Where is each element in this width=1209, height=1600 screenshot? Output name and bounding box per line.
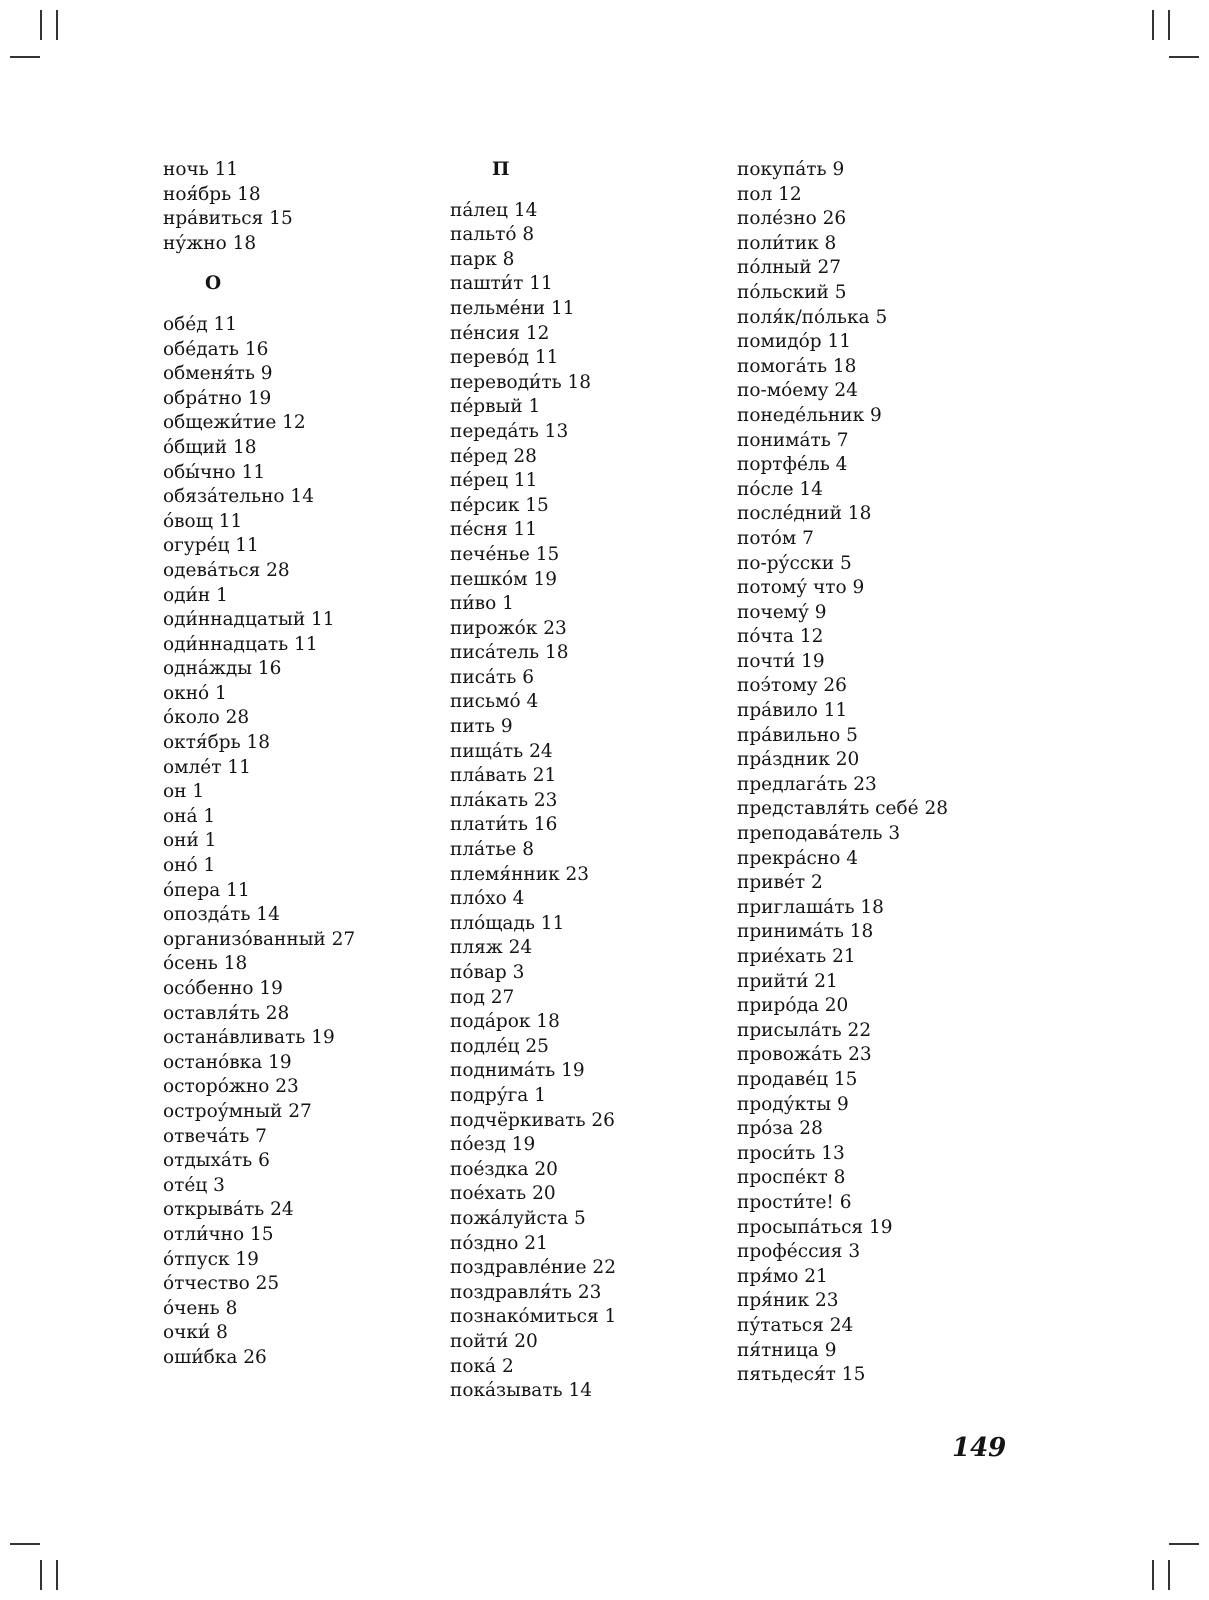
- index-entry: подчёркивать 26: [450, 1109, 615, 1131]
- index-entry: па́лец 14: [450, 199, 538, 221]
- index-entry: поздравле́ние 22: [450, 1257, 616, 1279]
- index-entry: пешко́м 19: [450, 568, 557, 590]
- index-entry: окно́ 1: [163, 682, 227, 704]
- index-entry: оставля́ть 28: [163, 1002, 290, 1024]
- index-entry: профе́ссия 3: [737, 1241, 861, 1263]
- index-entry: огуре́ц 11: [163, 535, 259, 557]
- index-entry: по́чта 12: [737, 626, 824, 648]
- index-entry: пое́здка 20: [450, 1158, 558, 1180]
- index-entry: приро́да 20: [737, 995, 849, 1017]
- index-entry: по-ру́сски 5: [737, 552, 852, 574]
- index-entry: пока́зывать 14: [450, 1380, 593, 1402]
- index-entry: представля́ть себе́ 28: [737, 798, 948, 820]
- index-entry: пальто́ 8: [450, 224, 535, 246]
- index-entry: пое́хать 20: [450, 1183, 556, 1205]
- index-entry: проду́кты 9: [737, 1093, 849, 1115]
- index-entry: почему́ 9: [737, 601, 827, 623]
- index-entry: понеде́льник 9: [737, 404, 882, 426]
- index-entry: подле́ц 25: [450, 1035, 549, 1057]
- index-entry: пе́рец 11: [450, 470, 538, 492]
- index-entry: по́сле 14: [737, 478, 823, 500]
- index-entry: ноя́брь 18: [163, 183, 261, 205]
- index-entry: отдыха́ть 6: [163, 1150, 270, 1172]
- crop-mark-tr-v1: [1152, 10, 1154, 40]
- index-entry: портфе́ль 4: [737, 454, 848, 476]
- index-entry: отли́чно 15: [163, 1223, 274, 1245]
- index-entry: проси́ть 13: [737, 1142, 845, 1164]
- index-entry: переда́ть 13: [450, 420, 569, 442]
- index-entry: они́ 1: [163, 830, 217, 852]
- index-entry: о́сень 18: [163, 953, 248, 975]
- index-entry: прекра́сно 4: [737, 847, 859, 869]
- index-entry: о́тчество 25: [163, 1273, 280, 1295]
- index-entry: по́льский 5: [737, 281, 847, 303]
- index-entry: организо́ванный 27: [163, 928, 356, 950]
- index-entry: понима́ть 7: [737, 429, 849, 451]
- index-entry: пря́ник 23: [737, 1290, 839, 1312]
- index-entry: по́езд 19: [450, 1134, 536, 1156]
- index-entry: поднима́ть 19: [450, 1060, 585, 1082]
- crop-mark-tr-v2: [1168, 10, 1170, 40]
- index-entry: почти́ 19: [737, 650, 825, 672]
- index-entry: после́дний 18: [737, 503, 872, 525]
- index-entry: перево́д 11: [450, 347, 559, 369]
- index-entry: приглаша́ть 18: [737, 896, 884, 918]
- index-entry: остано́вка 19: [163, 1051, 292, 1073]
- index-entry: осо́бенно 19: [163, 978, 283, 999]
- index-entry: пить 9: [450, 716, 513, 738]
- index-entry: по́вар 3: [450, 962, 525, 983]
- index-entry: обменя́ть 9: [163, 363, 273, 385]
- index-entry: продаве́ц 15: [737, 1068, 858, 1090]
- index-entry: пища́ть 24: [450, 740, 553, 762]
- index-entry: принима́ть 18: [737, 921, 874, 943]
- index-column-2: [450, 158, 616, 1404]
- index-entry: он 1: [163, 781, 205, 803]
- index-entry: очки́ 8: [163, 1322, 228, 1344]
- index-entry: плати́ть 16: [450, 814, 558, 836]
- index-entry: пла́кать 23: [450, 789, 558, 811]
- index-entry: преподава́тель 3: [737, 823, 901, 845]
- index-entry: опозда́ть 14: [163, 904, 280, 926]
- index-entry: пятьдеся́т 15: [737, 1364, 866, 1386]
- index-entry: о́тпуск 19: [163, 1248, 259, 1270]
- index-entry: пла́вать 21: [450, 765, 557, 787]
- index-entry: обы́чно 11: [163, 461, 266, 483]
- index-entry: оди́ннадцатый 11: [163, 609, 335, 631]
- index-entry: о́чень 8: [163, 1297, 238, 1319]
- index-entry: пло́хо 4: [450, 888, 525, 910]
- index-entry: о́коло 28: [163, 707, 250, 729]
- index-entry: пляж 24: [450, 937, 533, 959]
- index-entry: переводи́ть 18: [450, 371, 592, 393]
- index-entry: оши́бка 26: [163, 1346, 267, 1368]
- index-entry: пото́м 7: [737, 527, 814, 549]
- index-entry: про́за 28: [737, 1118, 823, 1140]
- index-entry: обе́д 11: [163, 313, 238, 335]
- index-entry: пя́тница 9: [737, 1339, 837, 1361]
- index-entry: по-мо́ему 24: [737, 380, 858, 402]
- index-entry: поэ́тому 26: [737, 675, 847, 697]
- crop-mark-bl-h: [10, 1543, 40, 1545]
- index-entry: парк 8: [450, 248, 515, 270]
- index-entry: потому́ что 9: [737, 577, 865, 599]
- index-entry: пече́нье 15: [450, 543, 560, 565]
- index-entry: пра́вило 11: [737, 700, 848, 722]
- index-entry: омле́т 11: [163, 756, 251, 778]
- index-entry: пе́сня 11: [450, 519, 538, 541]
- index-entry: пашти́т 11: [450, 273, 553, 295]
- index-entry: пе́ред 28: [450, 445, 537, 467]
- index-entry: писа́ть 6: [450, 666, 535, 688]
- index-entry: поля́к/по́лька 5: [737, 306, 888, 328]
- index-entry: пу́таться 24: [737, 1314, 854, 1336]
- section-letter: О: [205, 273, 222, 295]
- crop-mark-br-v1: [1152, 1560, 1154, 1590]
- index-entry: пря́мо 21: [737, 1265, 828, 1287]
- index-entry: пирожо́к 23: [450, 617, 567, 639]
- section-letter: П: [492, 159, 510, 180]
- index-entry: предлага́ть 23: [737, 773, 877, 795]
- index-column-3: [737, 158, 948, 1388]
- crop-mark-br-v2: [1168, 1560, 1170, 1590]
- index-entry: о́вощ 11: [163, 510, 243, 532]
- index-entry: под 27: [450, 986, 515, 1008]
- index-entry: поле́зно 26: [737, 208, 847, 230]
- crop-mark-br-h: [1169, 1543, 1199, 1545]
- index-entry: отвеча́ть 7: [163, 1125, 267, 1147]
- index-entry: ну́жно 18: [163, 232, 257, 254]
- index-entry: помидо́р 11: [737, 331, 851, 353]
- index-entry: пода́рок 18: [450, 1011, 560, 1033]
- index-entry: пра́вильно 5: [737, 724, 858, 746]
- index-entry: письмо́ 4: [450, 691, 539, 713]
- index-entry: прийти́ 21: [737, 970, 838, 992]
- index-entry: пойти́ 20: [450, 1330, 538, 1352]
- index-entry: обяза́тельно 14: [163, 486, 314, 508]
- index-entry: присыла́ть 22: [737, 1019, 872, 1041]
- index-entry: по́лный 27: [737, 257, 842, 279]
- index-entry: оно́ 1: [163, 855, 216, 877]
- index-entry: проспе́кт 8: [737, 1167, 846, 1189]
- index-entry: поли́тик 8: [737, 232, 837, 254]
- crop-mark-tl-h: [10, 56, 40, 58]
- index-column-1: [163, 158, 355, 1371]
- page-number: 149: [952, 1433, 1007, 1463]
- index-entry: пра́здник 20: [737, 749, 860, 771]
- index-entry: пи́во 1: [450, 593, 514, 615]
- index-entry: открыва́ть 24: [163, 1199, 294, 1221]
- index-entry: обе́дать 16: [163, 338, 269, 360]
- index-entry: приве́т 2: [737, 872, 823, 894]
- index-entry: о́бщий 18: [163, 436, 257, 458]
- index-entry: она́ 1: [163, 805, 216, 827]
- index-entry: о́пера 11: [163, 879, 250, 901]
- index-entry: одева́ться 28: [163, 559, 290, 581]
- index-entry: оте́ц 3: [163, 1174, 225, 1196]
- index-entry: племя́нник 23: [450, 863, 590, 885]
- index-entry: октя́брь 18: [163, 732, 271, 754]
- index-entry: остроу́мный 27: [163, 1100, 312, 1122]
- index-entry: ночь 11: [163, 159, 239, 180]
- index-entry: познако́миться 1: [450, 1306, 617, 1328]
- index-entry: пельме́ни 11: [450, 297, 575, 319]
- index-entry: пло́щадь 11: [450, 912, 565, 934]
- index-entry: прие́хать 21: [737, 946, 856, 967]
- index-entry: пожа́луйста 5: [450, 1207, 586, 1229]
- index-entry: пе́рвый 1: [450, 396, 541, 418]
- index-entry: пла́тье 8: [450, 839, 535, 861]
- index-entry: пе́рсик 15: [450, 494, 549, 516]
- index-entry: остана́вливать 19: [163, 1027, 335, 1049]
- index-entry: оди́ннадцать 11: [163, 633, 318, 655]
- index-entry: просыпа́ться 19: [737, 1216, 893, 1238]
- index-entry: помога́ть 18: [737, 355, 857, 377]
- index-entry: пока́ 2: [450, 1355, 514, 1377]
- index-entry: писа́тель 18: [450, 642, 569, 664]
- index-entry: провожа́ть 23: [737, 1044, 872, 1066]
- index-entry: пе́нсия 12: [450, 322, 550, 344]
- index-entry: одна́жды 16: [163, 658, 282, 680]
- index-entry: пол 12: [737, 183, 802, 205]
- index-entry: поздравля́ть 23: [450, 1281, 602, 1303]
- index-entry: подру́га 1: [450, 1084, 546, 1106]
- index-entry: по́здно 21: [450, 1232, 548, 1254]
- crop-mark-tr-h: [1169, 56, 1199, 58]
- crop-mark-bl-v2: [56, 1560, 58, 1590]
- index-entry: обра́тно 19: [163, 387, 272, 409]
- index-entry: нра́виться 15: [163, 208, 293, 230]
- index-entry: осторо́жно 23: [163, 1076, 299, 1098]
- crop-mark-bl-v1: [40, 1560, 42, 1590]
- crop-mark-tl-v2: [56, 10, 58, 40]
- index-entry: общежи́тие 12: [163, 412, 306, 434]
- index-entry: покупа́ть 9: [737, 159, 845, 180]
- crop-mark-tl-v1: [40, 10, 42, 40]
- index-entry: прости́те! 6: [737, 1191, 852, 1213]
- index-entry: оди́н 1: [163, 584, 228, 606]
